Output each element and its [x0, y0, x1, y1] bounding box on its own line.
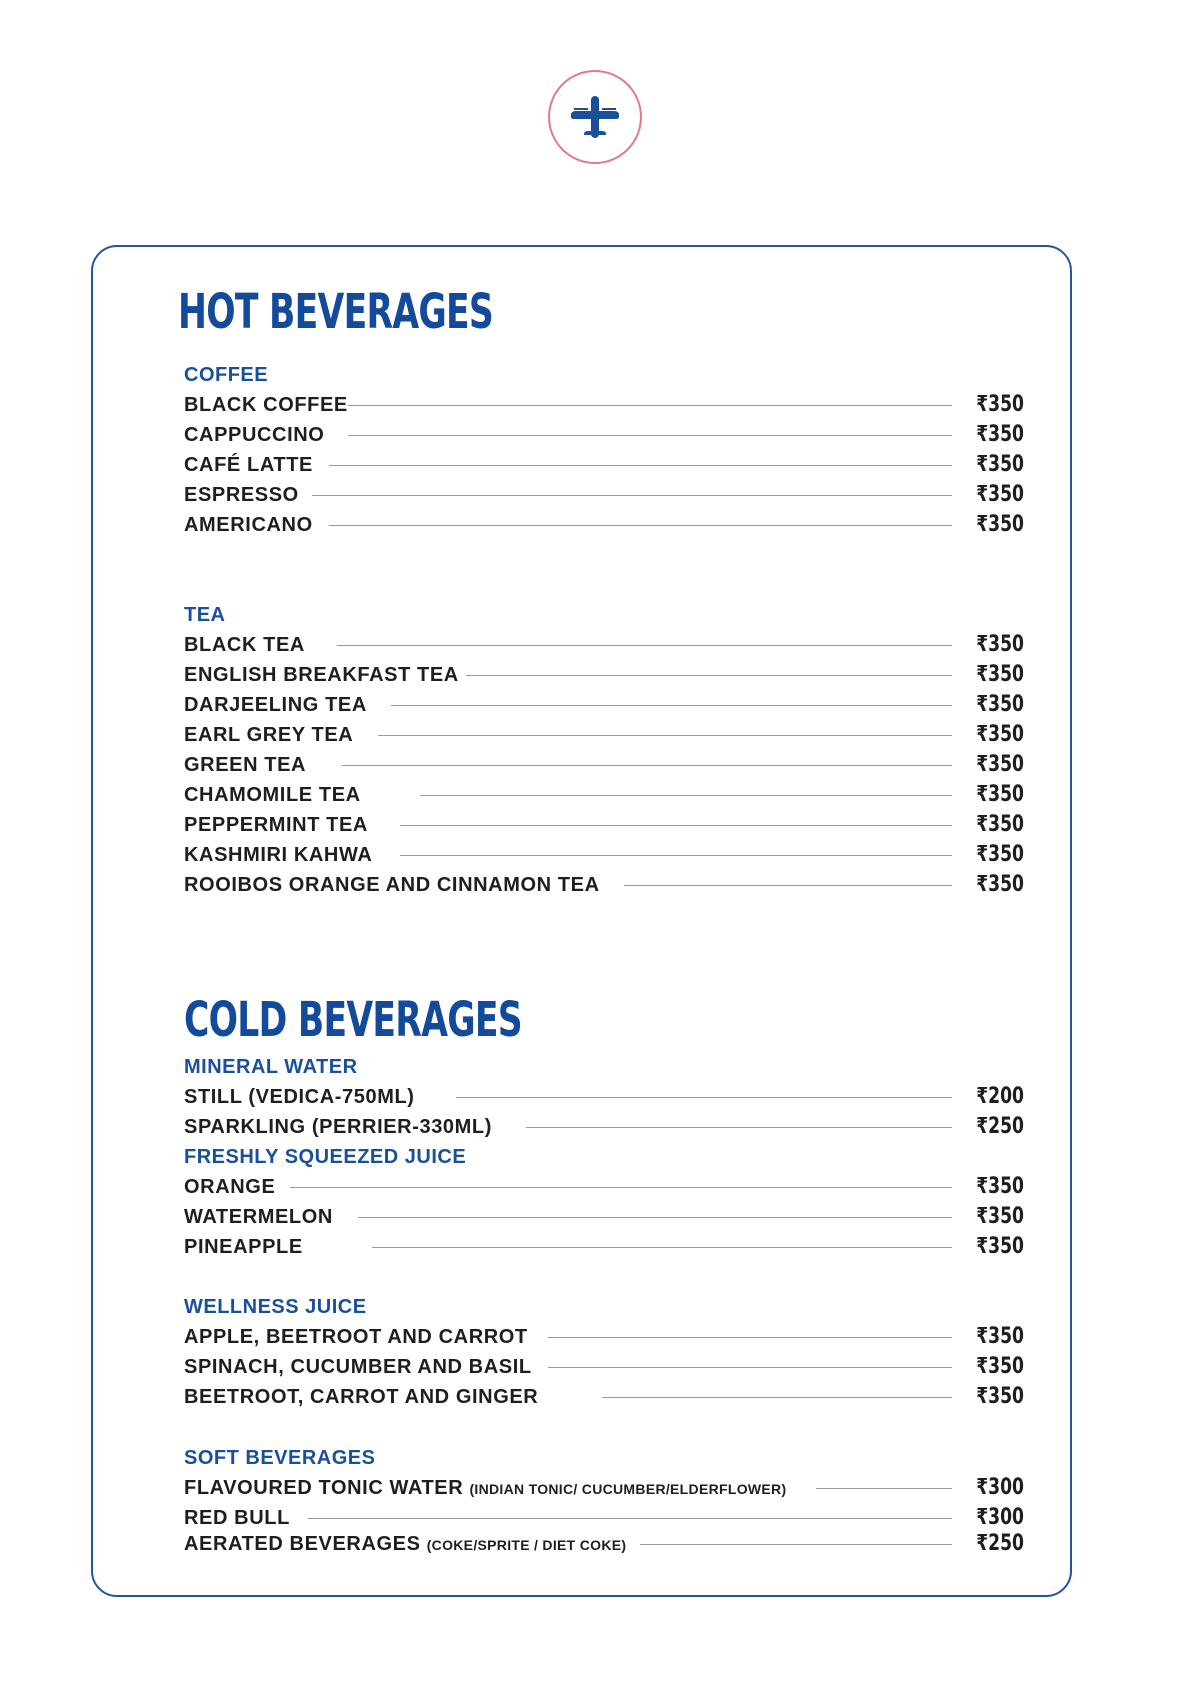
menu-item: [184, 1503, 1024, 1529]
item-name: APPLE, BEETROOT AND CARROT: [184, 1326, 528, 1348]
menu-item: [184, 750, 1024, 780]
item-name: KASHMIRI KAHWA: [184, 844, 373, 866]
item-price: ₹350: [976, 632, 1024, 657]
item-name: ESPRESSO: [184, 484, 299, 506]
menu-item: [184, 630, 1024, 660]
leader-line: [602, 1397, 952, 1398]
category-title: SOFT BEVERAGES: [184, 1447, 376, 1469]
item-name: AMERICANO: [184, 514, 313, 536]
menu-item: [184, 1473, 1024, 1503]
item-price: ₹250: [976, 1114, 1024, 1139]
category-title: WELLNESS JUICE: [184, 1296, 367, 1318]
menu-item: [184, 840, 1024, 870]
leader-line: [640, 1544, 952, 1545]
leader-line: [358, 1217, 952, 1218]
item-price: ₹350: [976, 812, 1024, 837]
item-price: ₹350: [976, 1324, 1024, 1349]
wellness-juice-section: [184, 1292, 1024, 1412]
leader-line: [372, 1247, 952, 1248]
item-price: ₹350: [976, 872, 1024, 897]
item-price: ₹350: [976, 782, 1024, 807]
item-name: DARJEELING TEA: [184, 694, 367, 716]
menu-item: [184, 1202, 1024, 1232]
menu-item: [184, 870, 1024, 900]
leader-line: [348, 435, 952, 436]
item-name: ROOIBOS ORANGE AND CINNAMON TEA: [184, 874, 600, 896]
menu-item: [184, 480, 1024, 510]
item-name: CAPPUCCINO: [184, 424, 325, 446]
menu-item: [184, 1082, 1024, 1112]
item-price: ₹350: [976, 512, 1024, 537]
item-price: ₹350: [976, 722, 1024, 747]
item-name: CHAMOMILE TEA: [184, 784, 361, 806]
item-name: [184, 1473, 786, 1504]
item-price: ₹350: [976, 662, 1024, 687]
menu-item: [184, 810, 1024, 840]
leader-line: [329, 465, 952, 466]
item-name: GREEN TEA: [184, 754, 307, 776]
item-price: ₹300: [976, 1505, 1024, 1530]
item-name: PINEAPPLE: [184, 1236, 303, 1258]
item-name: BLACK COFFEE: [184, 394, 348, 416]
item-name-text: FLAVOURED TONIC WATER: [184, 1477, 464, 1499]
leader-line: [526, 1127, 952, 1128]
tea-section: [184, 600, 1024, 900]
item-price: ₹350: [976, 392, 1024, 417]
mineral-water-section: [184, 1052, 1024, 1142]
menu-item: [184, 720, 1024, 750]
menu-item: [184, 1352, 1024, 1382]
menu-item: [184, 660, 1024, 690]
fresh-juice-section: [184, 1142, 1024, 1262]
leader-line: [348, 405, 952, 406]
item-price: ₹350: [976, 1174, 1024, 1199]
menu-item: [184, 1172, 1024, 1202]
menu-item: [184, 1112, 1024, 1142]
menu-item: [184, 420, 1024, 450]
item-price: ₹350: [976, 842, 1024, 867]
hot-beverages-heading: HOT BEVERAGES: [178, 284, 494, 340]
leader-line: [308, 1518, 952, 1519]
menu-item: [184, 510, 1024, 540]
menu-item: [184, 780, 1024, 810]
menu-item: [184, 450, 1024, 480]
category-title: COFFEE: [184, 364, 269, 386]
leader-line: [400, 825, 952, 826]
item-price: ₹350: [976, 452, 1024, 477]
menu-item: [184, 690, 1024, 720]
item-name: ORANGE: [184, 1176, 276, 1198]
item-name: BLACK TEA: [184, 634, 305, 656]
category-title: FRESHLY SQUEEZED JUICE: [184, 1146, 467, 1168]
item-price: ₹350: [976, 1354, 1024, 1379]
category-title: TEA: [184, 604, 226, 626]
item-name: WATERMELON: [184, 1206, 333, 1228]
leader-line: [290, 1187, 952, 1188]
leader-line: [378, 735, 952, 736]
leader-line: [400, 855, 952, 856]
item-name: [184, 1529, 626, 1560]
menu-item: [184, 1382, 1024, 1412]
item-name: BEETROOT, CARROT AND GINGER: [184, 1386, 539, 1408]
item-name: RED BULL: [184, 1507, 290, 1529]
item-price: ₹350: [976, 1234, 1024, 1259]
menu-item: [184, 390, 1024, 420]
item-name: SPINACH, CUCUMBER AND BASIL: [184, 1356, 532, 1378]
item-name: STILL (VEDICA-750ML): [184, 1086, 415, 1108]
item-note: (COKE/SPRITE / DIET COKE): [426, 1537, 627, 1553]
airplane-icon: [568, 90, 622, 144]
airplane-logo: [548, 70, 642, 164]
leader-line: [420, 795, 952, 796]
leader-line: [342, 765, 952, 766]
item-price: ₹200: [976, 1084, 1024, 1109]
item-price: ₹350: [976, 1384, 1024, 1409]
leader-line: [548, 1337, 952, 1338]
menu-item: [184, 1322, 1024, 1352]
leader-line: [329, 525, 952, 526]
coffee-section: [184, 360, 1024, 540]
item-price: ₹350: [976, 752, 1024, 777]
item-price: ₹350: [976, 1204, 1024, 1229]
leader-line: [337, 645, 952, 646]
item-name-text: AERATED BEVERAGES: [184, 1533, 421, 1555]
item-price: ₹350: [976, 692, 1024, 717]
leader-line: [312, 495, 952, 496]
item-name: CAFÉ LATTE: [184, 454, 313, 476]
menu-item: [184, 1232, 1024, 1262]
item-name: ENGLISH BREAKFAST TEA: [184, 664, 459, 686]
item-price: ₹250: [976, 1531, 1024, 1556]
leader-line: [466, 675, 952, 676]
item-name: SPARKLING (PERRIER-330ML): [184, 1116, 492, 1138]
leader-line: [391, 705, 952, 706]
cold-beverages-heading: COLD BEVERAGES: [184, 992, 522, 1048]
item-price: ₹350: [976, 422, 1024, 447]
item-note: (INDIAN TONIC/ CUCUMBER/ELDERFLOWER): [469, 1481, 787, 1497]
menu-item: [184, 1529, 1024, 1559]
soft-beverages-section: [184, 1443, 1024, 1559]
item-name: EARL GREY TEA: [184, 724, 354, 746]
leader-line: [816, 1488, 952, 1489]
leader-line: [548, 1367, 952, 1368]
item-price: ₹300: [976, 1475, 1024, 1500]
item-name: PEPPERMINT TEA: [184, 814, 368, 836]
category-title: MINERAL WATER: [184, 1056, 358, 1078]
leader-line: [456, 1097, 952, 1098]
leader-line: [624, 885, 952, 886]
item-price: ₹350: [976, 482, 1024, 507]
